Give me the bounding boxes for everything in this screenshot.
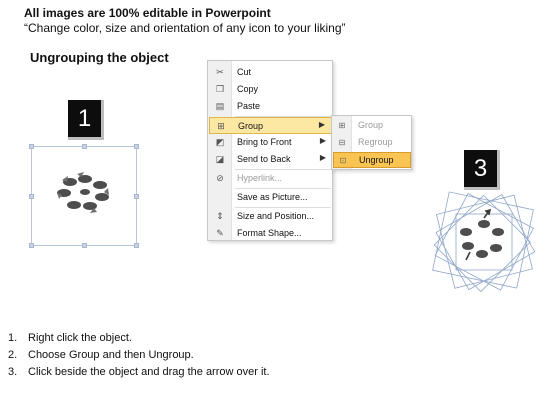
menu-item-label: Save as Picture... <box>237 192 308 202</box>
instruction-step <box>8 347 270 364</box>
menu-item-cut[interactable] <box>209 64 332 81</box>
menu-item-label: Hyperlink... <box>237 173 283 183</box>
submenu-item-ungroup[interactable] <box>333 152 411 168</box>
menu-item-group[interactable] <box>209 117 332 134</box>
group-icon: ⊞ <box>217 121 225 131</box>
page-subtitle: “Change color, size and orientation of any icon to your liking” <box>24 21 346 35</box>
submenu-arrow-icon: ▶ <box>318 120 325 129</box>
instruction-step <box>8 364 270 381</box>
step-text: Right click the object. <box>28 332 132 344</box>
menu-item-format-shape[interactable] <box>209 225 332 242</box>
menu-item-save-as-picture[interactable] <box>209 189 332 206</box>
menu-item-send-to-back[interactable] <box>209 151 332 168</box>
step-number: 3. <box>8 366 18 378</box>
menu-item-label: Send to Back <box>237 154 291 164</box>
step-3-badge: 3 <box>464 150 500 190</box>
submenu-item-regroup <box>333 135 411 151</box>
step-text: Click beside the object and drag the arrow over it. <box>28 366 270 378</box>
instruction-step <box>8 330 270 347</box>
menu-item-hyperlink <box>209 170 332 187</box>
submenu-arrow-icon: ▶ <box>319 136 326 145</box>
submenu-item-group <box>333 118 411 134</box>
submenu-item-label: Ungroup <box>359 155 394 165</box>
paste-icon: ▤ <box>215 101 225 111</box>
menu-item-bring-to-front[interactable] <box>209 134 332 151</box>
cut-icon: ✂ <box>216 67 224 77</box>
circular-arrows-graphic <box>32 147 138 247</box>
group-icon: ⊞ <box>338 121 346 130</box>
group-submenu <box>331 115 412 170</box>
step-text: Choose Group and then Ungroup. <box>28 349 194 361</box>
submenu-item-label: Regroup <box>358 137 393 147</box>
menu-item-label: Size and Position... <box>237 211 315 221</box>
regroup-icon: ⊟ <box>338 138 346 147</box>
step-1-badge: 1 <box>68 100 104 140</box>
send-to-back-icon: ◪ <box>215 154 225 164</box>
format-shape-icon: ✎ <box>216 228 224 238</box>
menu-item-label: Copy <box>237 84 259 94</box>
instruction-list <box>8 330 270 381</box>
submenu-item-label: Group <box>358 120 384 130</box>
menu-item-copy[interactable] <box>209 81 332 98</box>
copy-icon: ❐ <box>215 84 225 94</box>
bring-to-front-icon: ◩ <box>215 137 225 147</box>
step-number: 2. <box>8 349 18 361</box>
menu-item-label: Bring to Front <box>237 137 292 147</box>
context-menu <box>207 60 333 241</box>
step-number: 1. <box>8 332 18 344</box>
menu-item-label: Paste <box>237 101 261 111</box>
menu-item-size-and-position[interactable] <box>209 208 332 225</box>
section-title: Ungrouping the object <box>30 50 169 65</box>
menu-item-paste[interactable] <box>209 98 332 115</box>
save-picture-icon <box>214 192 226 203</box>
menu-item-label: Cut <box>237 67 252 77</box>
ungroup-icon: ⊡ <box>339 156 347 165</box>
hyperlink-icon: ⊘ <box>216 173 224 183</box>
page-title: All images are 100% editable in Powerpoint <box>24 6 271 20</box>
menu-item-label: Group <box>238 121 264 131</box>
ungrouped-object[interactable] <box>426 188 546 298</box>
menu-item-label: Format Shape... <box>237 228 302 238</box>
submenu-arrow-icon: ▶ <box>319 153 326 162</box>
selected-object[interactable] <box>31 146 137 246</box>
size-position-icon: ⇕ <box>216 211 224 221</box>
